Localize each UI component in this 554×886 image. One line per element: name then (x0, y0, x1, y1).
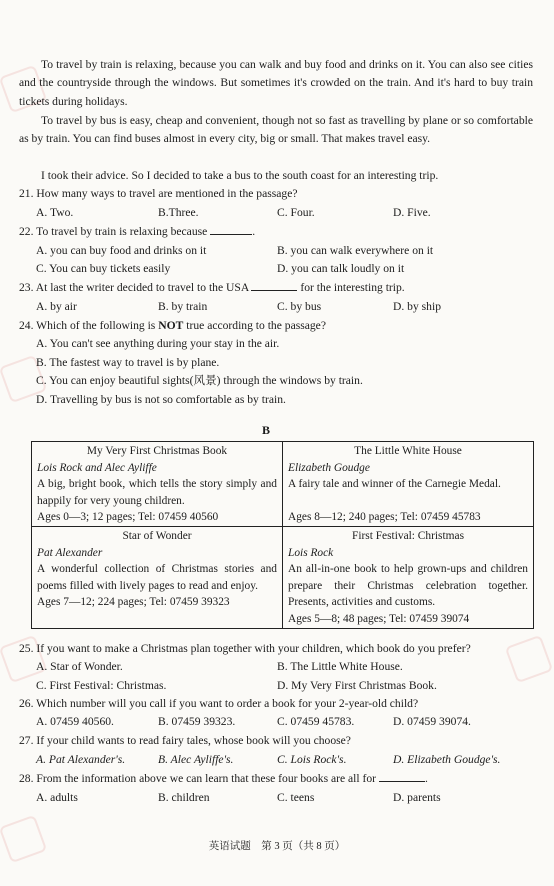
q26-option-a: A. 07459 40560. (36, 715, 114, 728)
book-card (283, 526, 534, 628)
q25-option-b: B. The Little White House. (277, 660, 403, 673)
section-b-label: B (262, 423, 271, 437)
q21-option-d: D. Five. (393, 206, 431, 219)
question-24-emphasis: NOT (158, 319, 184, 332)
passage-paragraph-train: To travel by train is relaxing, because you can walk and buy food and drinks on it. You can also see cities and the countryside through the windows. But sometimes it's crowded on the train. And it's hard to buy train tickets during holidays. (19, 58, 533, 108)
q21-option-c: C. Four. (277, 206, 315, 219)
book-title: Star of Wonder (122, 529, 192, 542)
question-24 (19, 318, 326, 334)
q22-option-a: A. you can buy food and drinks on it (36, 244, 207, 257)
question-22-stem: 22. To travel by train is relaxing because (19, 225, 208, 238)
q26-option-c: C. 07459 45783. (277, 715, 355, 728)
question-28-stem-end: . (424, 772, 428, 785)
q28-option-d: D. parents (393, 791, 441, 804)
question-24-stem: 24. Which of the following is (19, 319, 156, 332)
watermark-stamp (505, 635, 554, 684)
book-info: Ages 5—8; 48 pages; Tel: 07459 39074 (288, 612, 470, 625)
book-card (32, 442, 283, 527)
answer-blank (379, 771, 425, 782)
page-footer: 英语试题 第 3 页（共 8 页） (208, 841, 346, 852)
book-info: Ages 7—12; 224 pages; Tel: 07459 39323 (37, 596, 230, 609)
q24-option-a: A. You can't see anything during your stay in the air. (36, 337, 280, 350)
book-author: Pat Alexander (37, 546, 103, 559)
q26-option-b: B. 07459 39323. (158, 715, 236, 728)
q24-option-c: C. You can enjoy beautiful sights(风景) through the windows by train. (36, 374, 363, 387)
q23-option-a: A. by air (36, 300, 77, 313)
q21-option-b: B.Three. (158, 206, 199, 219)
book-title: My Very First Christmas Book (86, 445, 228, 457)
book-description: A big, bright book, which tells the story simply and happily for very young children. (37, 478, 277, 507)
question-26: 26. Which number will you call if you want to order a book for your 2-year-old child? (19, 697, 419, 710)
book-author: Elizabeth Goudge (288, 461, 370, 474)
question-25: 25. If you want to make a Christmas plan together with your children, which book do you prefer? (19, 642, 471, 655)
question-27: 27. If your child wants to read fairy tales, whose book will you choose? (19, 734, 351, 747)
q21-option-a: A. Two. (36, 206, 74, 219)
q22-option-d: D. you can talk loudly on it (277, 262, 405, 275)
q23-option-c: C. by bus (277, 300, 322, 313)
book-description: A fairy tale and winner of the Carnegie Medal. (288, 478, 501, 491)
q28-option-b: B. children (158, 791, 210, 804)
question-22 (19, 224, 255, 240)
q25-option-a: A. Star of Wonder. (36, 660, 123, 673)
book-card (32, 526, 283, 628)
question-21: 21. How many ways to travel are mentioned in the passage? (19, 187, 298, 200)
q25-option-c: C. First Festival: Christmas. (36, 679, 167, 692)
q24-option-b: B. The fastest way to travel is by plane. (36, 356, 220, 369)
q27-option-a: A. Pat Alexander's. (36, 753, 126, 766)
q28-option-a: A. adults (36, 791, 78, 804)
passage-paragraph-bus: To travel by bus is easy, cheap and convenient, though not so fast as travelling by plane or so comfortable as by train. You can find buses almost in every city, big or small. That makes travel easy. (19, 114, 533, 146)
q23-option-b: B. by train (158, 300, 208, 313)
question-23-stem-end: for the interesting trip. (300, 281, 405, 294)
q25-option-d: D. My Very First Christmas Book. (277, 679, 437, 692)
book-info: Ages 8—12; 240 pages; Tel: 07459 45783 (288, 510, 481, 523)
q22-option-b: B. you can walk everywhere on it (277, 244, 434, 257)
answer-blank (210, 224, 252, 235)
q27-option-c: C. Lois Rock's. (277, 753, 347, 766)
question-28-stem: 28. From the information above we can learn that these four books are all for (19, 772, 377, 785)
question-24-stem-end: true according to the passage? (186, 319, 326, 332)
book-author: Lois Rock and Alec Ayliffe (37, 461, 157, 474)
q28-option-c: C. teens (277, 791, 315, 804)
q24-option-d: D. Travelling by bus is not so comfortable as by train. (36, 393, 286, 406)
book-description: A wonderful collection of Christmas stories and poems filled with lively pages to read and enjoy. (37, 563, 277, 592)
question-23 (19, 280, 405, 296)
question-22-stem-end: . (252, 225, 256, 238)
book-card (283, 442, 534, 527)
book-description: An all-in-one book to help grown-ups and children prepare their Christmas celebration together. Presents, activities and customs. (288, 563, 528, 609)
book-title: First Festival: Christmas (351, 529, 464, 542)
book-author: Lois Rock (288, 546, 334, 559)
q26-option-d: D. 07459 39074. (393, 715, 471, 728)
q27-option-b: B. Alec Ayliffe's. (158, 753, 234, 766)
book-info: Ages 0—3; 12 pages; Tel: 07459 40560 (37, 511, 219, 524)
question-23-stem: 23. At last the writer decided to travel to the USA (19, 281, 249, 294)
books-table (31, 441, 534, 629)
answer-blank (251, 280, 297, 291)
passage-paragraph-conclusion: I took their advice. So I decided to take a bus to the south coast for an interesting trip. (41, 169, 439, 182)
question-28 (19, 771, 428, 787)
book-title: The Little White House (354, 445, 462, 457)
q22-option-c: C. You can buy tickets easily (36, 262, 171, 275)
q23-option-d: D. by ship (393, 300, 441, 313)
q27-option-d: D. Elizabeth Goudge's. (393, 753, 501, 766)
